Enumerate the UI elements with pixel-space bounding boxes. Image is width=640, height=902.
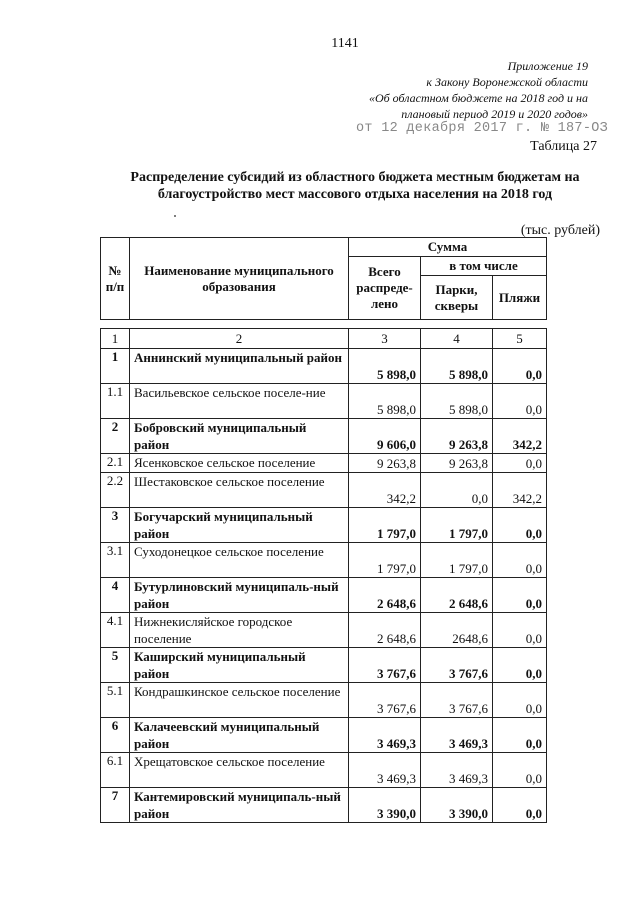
row-beaches: 0,0 (493, 788, 547, 823)
row-name: Суходонецкое сельское поселение (130, 543, 349, 578)
row-number: 1.1 (101, 384, 130, 419)
row-total: 3 469,3 (349, 753, 421, 788)
appendix-line: «Об областном бюджете на 2018 год и на (368, 91, 588, 105)
row-number: 5.1 (101, 683, 130, 718)
row-parks: 3 469,3 (421, 718, 493, 753)
row-name: Каширский муниципальный район (130, 648, 349, 683)
row-total: 5 898,0 (349, 349, 421, 384)
column-number: 4 (421, 329, 493, 349)
page-number: 1141 (331, 36, 359, 51)
row-total: 3 767,6 (349, 683, 421, 718)
settlement-row (101, 384, 547, 419)
district-row (101, 718, 547, 753)
row-beaches: 0,0 (493, 683, 547, 718)
date-stamp: от 12 декабря 2017 г. № 187-ОЗ (356, 121, 609, 136)
column-number: 1 (101, 329, 130, 349)
row-total: 5 898,0 (349, 384, 421, 419)
row-parks: 1 797,0 (421, 508, 493, 543)
row-parks: 2 648,6 (421, 578, 493, 613)
row-number: 2 (101, 419, 130, 454)
header-parks: Парки, скверы (421, 276, 493, 320)
header-including: в том числе (421, 257, 547, 276)
row-number: 6.1 (101, 753, 130, 788)
data-table (100, 328, 547, 823)
row-total: 1 797,0 (349, 508, 421, 543)
header-num: № п/п (101, 238, 130, 320)
title-line: Распределение субсидий из областного бюджета местным бюджетам на (130, 170, 580, 185)
row-total: 2 648,6 (349, 613, 421, 648)
row-name: Калачеевский муниципальный район (130, 718, 349, 753)
row-beaches: 0,0 (493, 384, 547, 419)
row-parks: 5 898,0 (421, 384, 493, 419)
row-name: Богучарский муниципальный район (130, 508, 349, 543)
appendix-line: Приложение 19 (507, 59, 588, 73)
row-number: 4.1 (101, 613, 130, 648)
row-parks: 3 469,3 (421, 753, 493, 788)
district-row (101, 349, 547, 384)
row-total: 2 648,6 (349, 578, 421, 613)
district-row (101, 508, 547, 543)
column-number-row (101, 329, 547, 349)
row-beaches: 0,0 (493, 578, 547, 613)
settlement-row (101, 473, 547, 508)
row-beaches: 0,0 (493, 349, 547, 384)
row-name: Васильевское сельское поселе-ние (130, 384, 349, 419)
row-parks: 3 767,6 (421, 683, 493, 718)
row-parks: 9 263,8 (421, 419, 493, 454)
row-beaches: 0,0 (493, 648, 547, 683)
district-row (101, 419, 547, 454)
appendix-note (369, 58, 588, 122)
row-beaches: 0,0 (493, 613, 547, 648)
row-number: 3 (101, 508, 130, 543)
settlement-row (101, 543, 547, 578)
row-number: 2.2 (101, 473, 130, 508)
row-beaches: 0,0 (493, 508, 547, 543)
table-label: Таблица 27 (530, 139, 597, 154)
row-number: 1 (101, 349, 130, 384)
row-name: Шестаковское сельское поселение (130, 473, 349, 508)
row-parks: 3 390,0 (421, 788, 493, 823)
district-row (101, 648, 547, 683)
row-total: 1 797,0 (349, 543, 421, 578)
row-name: Хрещатовское сельское поселение (130, 753, 349, 788)
row-parks: 0,0 (421, 473, 493, 508)
header-name: Наименование муниципального образования (130, 238, 349, 320)
row-number: 3.1 (101, 543, 130, 578)
header-sum: Сумма (349, 238, 547, 257)
settlement-row (101, 683, 547, 718)
settlement-row (101, 613, 547, 648)
row-name: Ясенковское сельское поселение (130, 454, 349, 473)
row-parks: 9 263,8 (421, 454, 493, 473)
scan-speck (174, 215, 176, 217)
row-total: 342,2 (349, 473, 421, 508)
header-total: Всего распреде-лено (349, 257, 421, 320)
row-name: Бутурлиновский муниципаль-ный район (130, 578, 349, 613)
row-beaches: 0,0 (493, 454, 547, 473)
header-beaches: Пляжи (493, 276, 547, 320)
row-total: 3 767,6 (349, 648, 421, 683)
row-total: 9 606,0 (349, 419, 421, 454)
row-parks: 3 767,6 (421, 648, 493, 683)
row-number: 5 (101, 648, 130, 683)
column-number: 3 (349, 329, 421, 349)
row-name: Кондрашкинское сельское поселение (130, 683, 349, 718)
district-row (101, 788, 547, 823)
row-beaches: 0,0 (493, 543, 547, 578)
row-beaches: 0,0 (493, 753, 547, 788)
row-number: 2.1 (101, 454, 130, 473)
row-total: 3 469,3 (349, 718, 421, 753)
row-number: 7 (101, 788, 130, 823)
row-name: Бобровский муниципальный район (130, 419, 349, 454)
row-parks: 1 797,0 (421, 543, 493, 578)
document-title (90, 169, 620, 203)
settlement-row (101, 753, 547, 788)
row-beaches: 0,0 (493, 718, 547, 753)
row-beaches: 342,2 (493, 419, 547, 454)
row-name: Нижнекисляйское городское поселение (130, 613, 349, 648)
row-parks: 2648,6 (421, 613, 493, 648)
row-name: Кантемировский муниципаль-ный район (130, 788, 349, 823)
row-parks: 5 898,0 (421, 349, 493, 384)
units-label: (тыс. рублей) (520, 223, 600, 238)
appendix-line: плановый период 2019 и 2020 годов» (401, 107, 588, 121)
row-number: 6 (101, 718, 130, 753)
row-total: 9 263,8 (349, 454, 421, 473)
table-header (100, 237, 547, 320)
column-number: 5 (493, 329, 547, 349)
column-number: 2 (130, 329, 349, 349)
title-line: благоустройство мест массового отдыха населения на 2018 год (157, 187, 553, 202)
district-row (101, 578, 547, 613)
appendix-line: к Закону Воронежской области (426, 75, 588, 89)
row-number: 4 (101, 578, 130, 613)
row-beaches: 342,2 (493, 473, 547, 508)
row-name: Аннинский муниципальный район (130, 349, 349, 384)
row-total: 3 390,0 (349, 788, 421, 823)
settlement-row (101, 454, 547, 473)
